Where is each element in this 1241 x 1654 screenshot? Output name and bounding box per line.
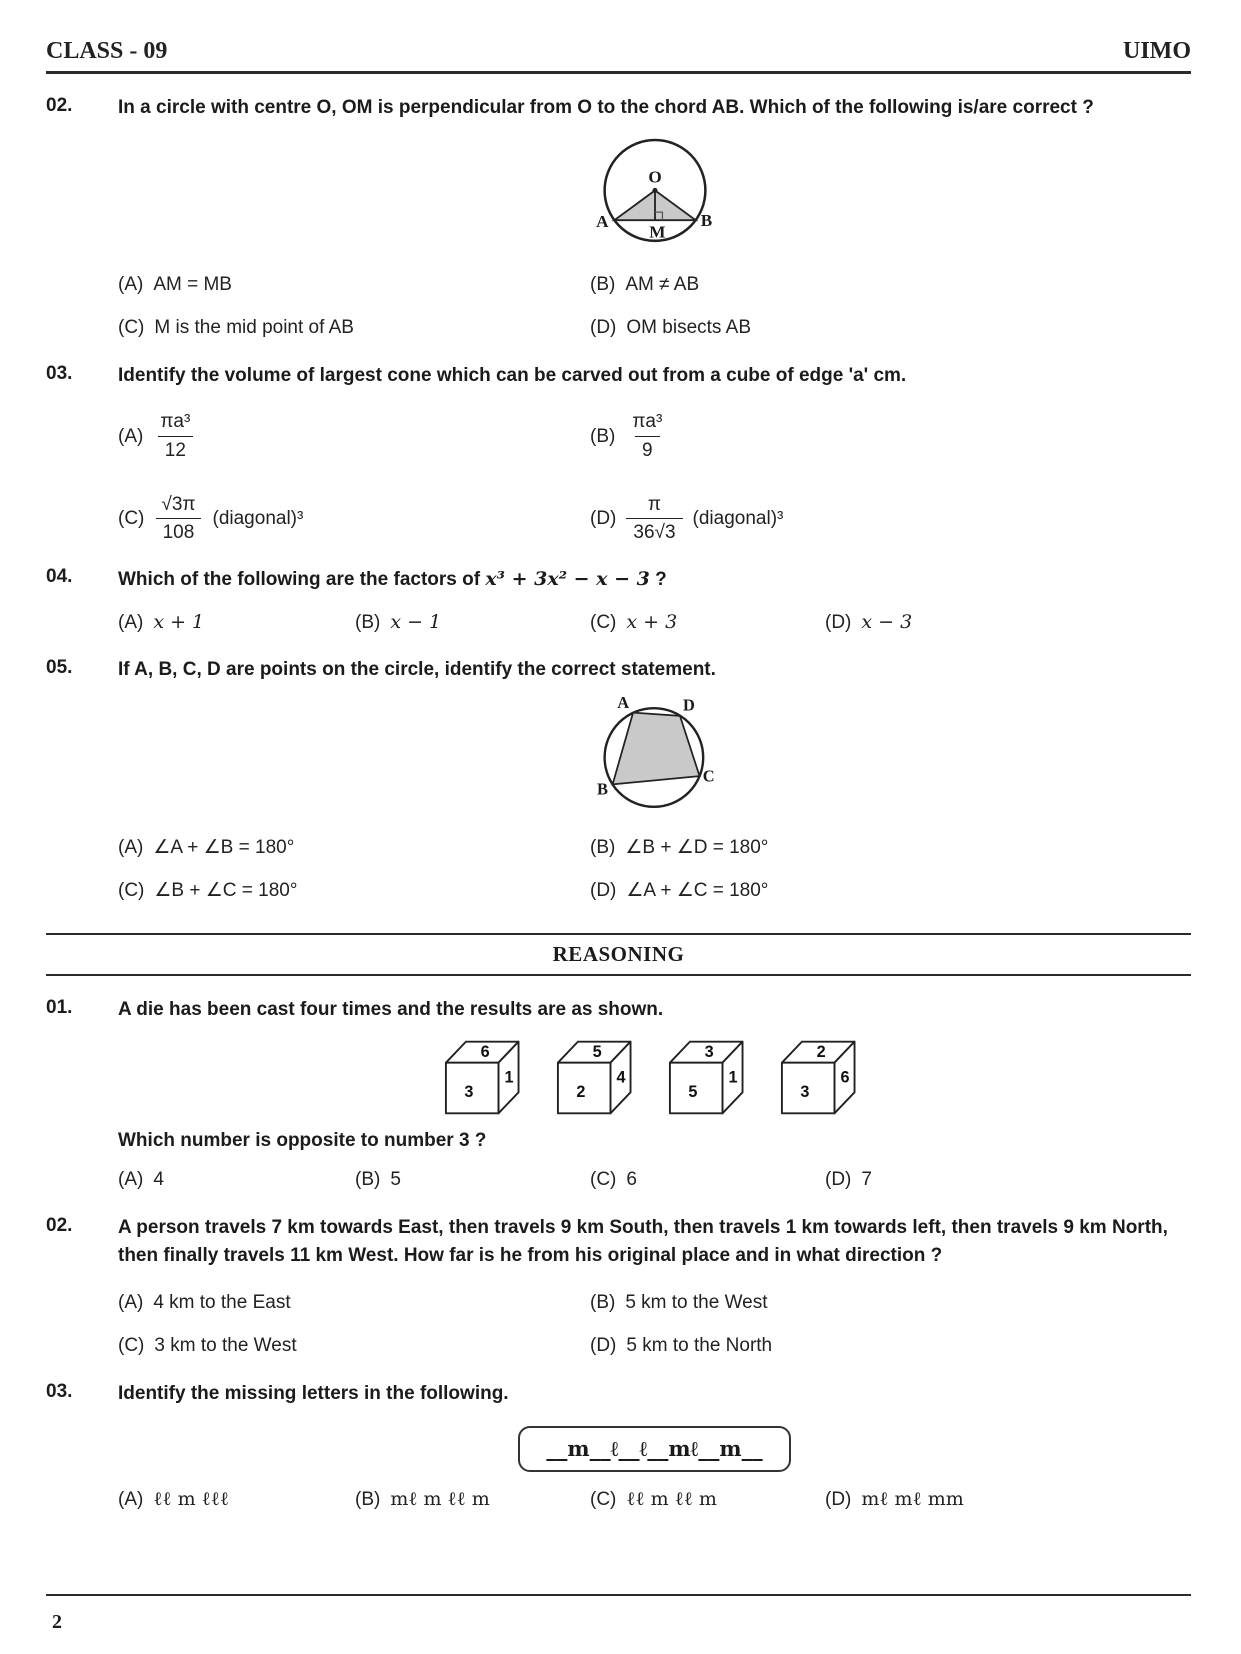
option-label: (D) — [825, 1489, 852, 1511]
option-label: (D) — [825, 611, 852, 633]
option-label: (C) — [118, 508, 145, 530]
option-b — [590, 1289, 1191, 1317]
fraction-denominator: 36√3 — [626, 518, 682, 545]
option-label: (A) — [118, 1291, 144, 1313]
polynomial-expression: x³ + 3x² − x − 3 — [485, 568, 650, 591]
section-title: REASONING — [552, 941, 685, 966]
question-text-lead: Which of the following are the factors of — [118, 569, 481, 591]
option-c — [118, 493, 590, 546]
footer-divider — [46, 1594, 1191, 1596]
question-text: A person travels 7 km towards East, then travels 9 km South, then travels 1 km towards left, then travels 9 km North, then finally travels 11 km West. How far is he from his original place and in what direction ? — [118, 1216, 1168, 1267]
die-right-number: 1 — [727, 1068, 737, 1087]
fraction-numerator: √3π — [161, 493, 196, 515]
option-d — [825, 1486, 1191, 1514]
option-text: 3 km to the West — [154, 1335, 297, 1357]
option-a — [118, 410, 590, 463]
section-divider-bottom — [46, 974, 1191, 976]
option-label: (A) — [118, 273, 144, 295]
option-label: (D) — [590, 1335, 617, 1357]
page-header — [46, 38, 1191, 65]
question-number: 01. — [46, 996, 73, 1018]
question-number: 03. — [46, 1380, 73, 1402]
circle-chord-diagram — [584, 133, 726, 257]
header-divider — [46, 71, 1191, 74]
question-text — [118, 565, 1191, 595]
question-text: If A, B, C, D are points on the circle, identify the correct statement. — [118, 659, 716, 681]
option-text: 4 — [153, 1169, 164, 1191]
die-right-number: 4 — [615, 1068, 625, 1087]
letters-pattern: __m__ℓ__ℓ__mℓ__m__ — [546, 1436, 763, 1462]
die-front-number: 5 — [687, 1083, 697, 1102]
option-text: AM ≠ AB — [625, 273, 700, 295]
option-b — [355, 609, 590, 637]
option-suffix: (diagonal)³ — [692, 508, 784, 530]
option-label: (A) — [118, 836, 144, 858]
option-label: (A) — [118, 1169, 144, 1191]
question-text: A die has been cast four times and the results are as shown. — [118, 998, 664, 1020]
option-a — [118, 609, 355, 637]
option-d — [825, 609, 1191, 637]
die-top-number: 6 — [480, 1043, 490, 1062]
option-a — [118, 834, 590, 862]
option-a — [118, 1289, 590, 1317]
option-label: (B) — [355, 611, 381, 633]
option-text: ∠A + ∠C = 180° — [626, 880, 769, 902]
option-c — [590, 1486, 825, 1514]
option-d — [590, 314, 1191, 342]
question-number: 02. — [46, 95, 73, 116]
fraction-numerator: πa³ — [632, 411, 663, 433]
option-c — [118, 1332, 590, 1360]
page-number: 2 — [52, 1611, 62, 1633]
missing-letters-box — [518, 1426, 790, 1472]
question-number: 04. — [46, 566, 73, 588]
option-text: ∠B + ∠C = 180° — [154, 880, 298, 902]
die-front-number: 2 — [575, 1083, 585, 1102]
die-front-number: 3 — [799, 1083, 809, 1102]
option-label: (D) — [590, 508, 617, 530]
option-label: (A) — [118, 1489, 144, 1511]
question-subtext: Which number is opposite to number 3 ? — [118, 1130, 487, 1152]
fraction-denominator: 9 — [635, 436, 660, 463]
option-label: (D) — [825, 1169, 852, 1191]
option-text: x − 1 — [390, 610, 442, 633]
option-label: (C) — [590, 1489, 617, 1511]
question-math-03 — [46, 362, 1191, 546]
die-figure-1 — [444, 1038, 530, 1116]
option-d — [590, 1332, 1191, 1360]
fraction — [626, 493, 682, 546]
option-a — [118, 1166, 355, 1194]
option-text: ∠A + ∠B = 180° — [153, 836, 295, 858]
point-label-A: A — [616, 694, 629, 712]
die-front-number: 3 — [463, 1083, 473, 1102]
option-suffix: (diagonal)³ — [212, 508, 304, 530]
question-math-05 — [46, 656, 1191, 905]
option-text: mℓ mℓ mm — [861, 1488, 964, 1511]
die-top-number: 2 — [816, 1043, 826, 1062]
die-right-number: 1 — [503, 1068, 513, 1087]
option-label: (B) — [590, 273, 616, 295]
question-number: 03. — [46, 362, 73, 384]
option-label: (D) — [590, 317, 617, 339]
option-d — [825, 1166, 1191, 1194]
option-text: M is the mid point of AB — [154, 317, 354, 339]
point-label-A: A — [595, 211, 609, 231]
option-b — [355, 1166, 590, 1194]
option-text: 5 — [390, 1169, 401, 1191]
option-text: ℓℓ m ℓℓℓ — [153, 1488, 229, 1511]
option-b — [355, 1486, 590, 1514]
option-label: (A) — [118, 611, 144, 633]
option-label: (D) — [590, 880, 617, 902]
option-text: 5 km to the North — [626, 1335, 773, 1357]
die-figure-2 — [556, 1038, 642, 1116]
option-text: 4 km to the East — [153, 1291, 291, 1313]
option-c — [590, 1166, 825, 1194]
dice-figures — [118, 1038, 1191, 1116]
option-text: ∠B + ∠D = 180° — [625, 836, 769, 858]
option-label: (B) — [355, 1169, 381, 1191]
option-text: ℓℓ m ℓℓ m — [626, 1488, 717, 1511]
point-label-B: B — [596, 779, 608, 799]
fraction-numerator: πa³ — [160, 411, 191, 433]
die-top-number: 5 — [592, 1043, 602, 1062]
point-label-M: M — [648, 221, 665, 241]
section-reasoning — [46, 933, 1191, 976]
option-label: (B) — [590, 836, 616, 858]
exam-title: UIMO — [1123, 38, 1191, 64]
option-d — [590, 877, 1191, 905]
die-figure-4 — [780, 1038, 866, 1116]
fraction — [153, 410, 197, 463]
option-label: (C) — [118, 317, 145, 339]
option-text: x − 3 — [861, 610, 913, 633]
question-reasoning-03 — [46, 1380, 1191, 1514]
option-a — [118, 271, 590, 299]
fraction-numerator: π — [647, 493, 662, 515]
question-reasoning-01 — [46, 996, 1191, 1194]
option-text: 5 km to the West — [625, 1291, 768, 1313]
point-label-C: C — [702, 766, 715, 786]
fraction-denominator: 108 — [156, 518, 202, 545]
question-reasoning-02 — [46, 1214, 1191, 1360]
cyclic-quadrilateral-diagram — [586, 695, 724, 820]
fraction — [154, 493, 202, 546]
question-text: Identify the missing letters in the following. — [118, 1382, 509, 1404]
option-text: mℓ m ℓℓ m — [390, 1488, 490, 1511]
option-c — [118, 314, 590, 342]
point-label-D: D — [682, 695, 695, 715]
option-b — [590, 834, 1191, 862]
option-d — [590, 493, 1191, 546]
option-a — [118, 1486, 355, 1514]
option-label: (B) — [590, 425, 616, 447]
option-c — [590, 609, 825, 637]
question-text: In a circle with centre O, OM is perpendicular from O to the chord AB. Which of the following is/are correct ? — [118, 97, 1094, 118]
option-label: (C) — [118, 880, 145, 902]
option-label: (A) — [118, 425, 144, 447]
option-text: 7 — [861, 1169, 872, 1191]
question-math-02 — [46, 94, 1191, 342]
class-label: CLASS - 09 — [46, 38, 168, 64]
fraction — [625, 410, 669, 463]
question-text: Identify the volume of largest cone which can be carved out from a cube of edge 'a' cm. — [118, 364, 907, 386]
option-b — [590, 271, 1191, 299]
option-text: x + 3 — [626, 610, 678, 633]
die-top-number: 3 — [704, 1043, 714, 1062]
option-label: (B) — [355, 1489, 381, 1511]
option-label: (C) — [118, 1335, 145, 1357]
option-text: x + 1 — [153, 610, 205, 633]
question-text-tail: ? — [655, 569, 667, 591]
point-label-O: O — [647, 166, 662, 186]
option-text: 6 — [626, 1169, 637, 1191]
question-number: 02. — [46, 1214, 73, 1236]
option-label: (B) — [590, 1291, 616, 1313]
option-label: (C) — [590, 611, 617, 633]
point-label-B: B — [700, 210, 712, 230]
die-right-number: 6 — [839, 1068, 849, 1087]
option-text: OM bisects AB — [626, 317, 751, 339]
question-number: 05. — [46, 657, 73, 679]
option-text: AM = MB — [153, 273, 232, 295]
option-label: (C) — [590, 1169, 617, 1191]
die-figure-3 — [668, 1038, 754, 1116]
question-math-04 — [46, 565, 1191, 636]
option-b — [590, 410, 1191, 463]
fraction-denominator: 12 — [158, 436, 193, 463]
option-c — [118, 877, 590, 905]
